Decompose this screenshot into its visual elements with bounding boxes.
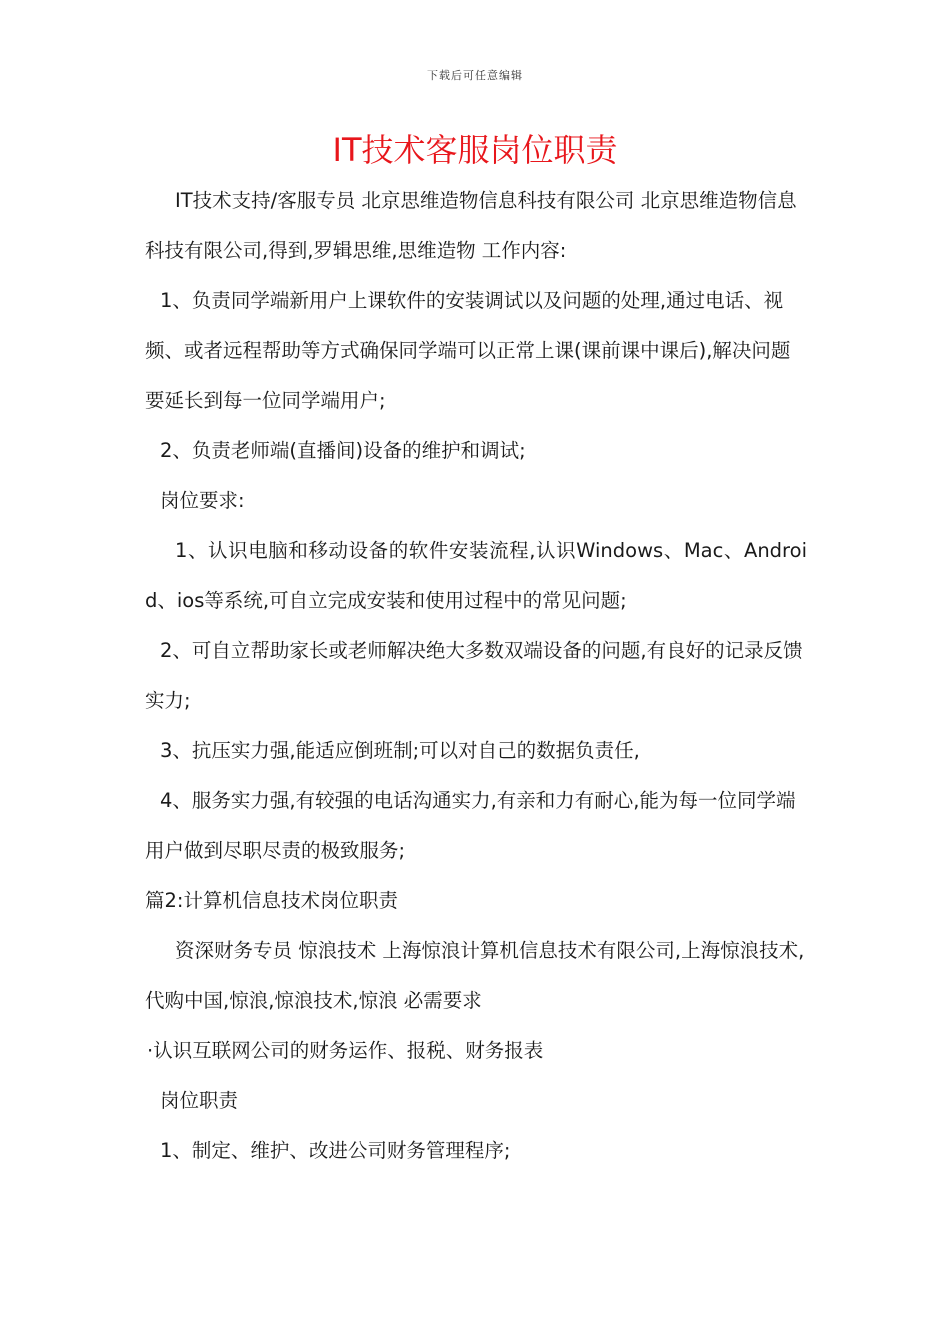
- paragraph-duty-2: 2、负责老师端(直播间)设备的维护和调试;: [160, 439, 526, 462]
- paragraph-requirement-4: 4、服务实力强,有较强的电话沟通实力,有亲和力有耐心,能为每一位同学端用户做到尽职尽责的极致服务;: [145, 789, 796, 862]
- paragraph-duty-1: 1、负责同学端新用户上课软件的安装调试以及问题的处理,通过电话、视频、或者远程帮助等方式确保同学端可以正常上课(课前课中课后),解决问题要延长到每一位同学端用户;: [145, 289, 791, 412]
- page-header-note: 下载后可任意编辑: [427, 69, 523, 82]
- paragraph-part-2-intro: 资深财务专员 惊浪技术 上海惊浪计算机信息技术有限公司,上海惊浪技术,代购中国,惊浪,惊浪技术,惊浪 必需要求: [145, 939, 805, 1012]
- paragraph-part-2-duty-1: 1、制定、维护、改进公司财务管理程序;: [160, 1139, 511, 1162]
- document-title: IT技术客服岗位职责: [332, 131, 618, 169]
- document-body: [145, 176, 807, 1176]
- paragraph-requirements-heading: 岗位要求:: [160, 489, 245, 512]
- paragraph-requirement-3: 3、抗压实力强,能适应倒班制;可以对自己的数据负责任,: [160, 739, 640, 762]
- paragraph-bullet-finance: ·认识互联网公司的财务运作、报税、财务报表: [147, 1039, 544, 1062]
- paragraph-requirement-2: 2、可自立帮助家长或老师解决绝大多数双端设备的问题,有良好的记录反馈实力;: [145, 639, 803, 712]
- section-heading-part-2: 篇2:计算机信息技术岗位职责: [145, 889, 398, 912]
- paragraph-duties-heading: 岗位职责: [160, 1089, 239, 1112]
- paragraph-intro: IT技术支持/客服专员 北京思维造物信息科技有限公司 北京思维造物信息科技有限公司,得到,罗辑思维,思维造物 工作内容:: [145, 189, 797, 262]
- paragraph-requirement-1: 1、认识电脑和移动设备的软件安装流程,认识Windows、Mac、Android、ios等系统,可自立完成安装和使用过程中的常见问题;: [145, 539, 807, 612]
